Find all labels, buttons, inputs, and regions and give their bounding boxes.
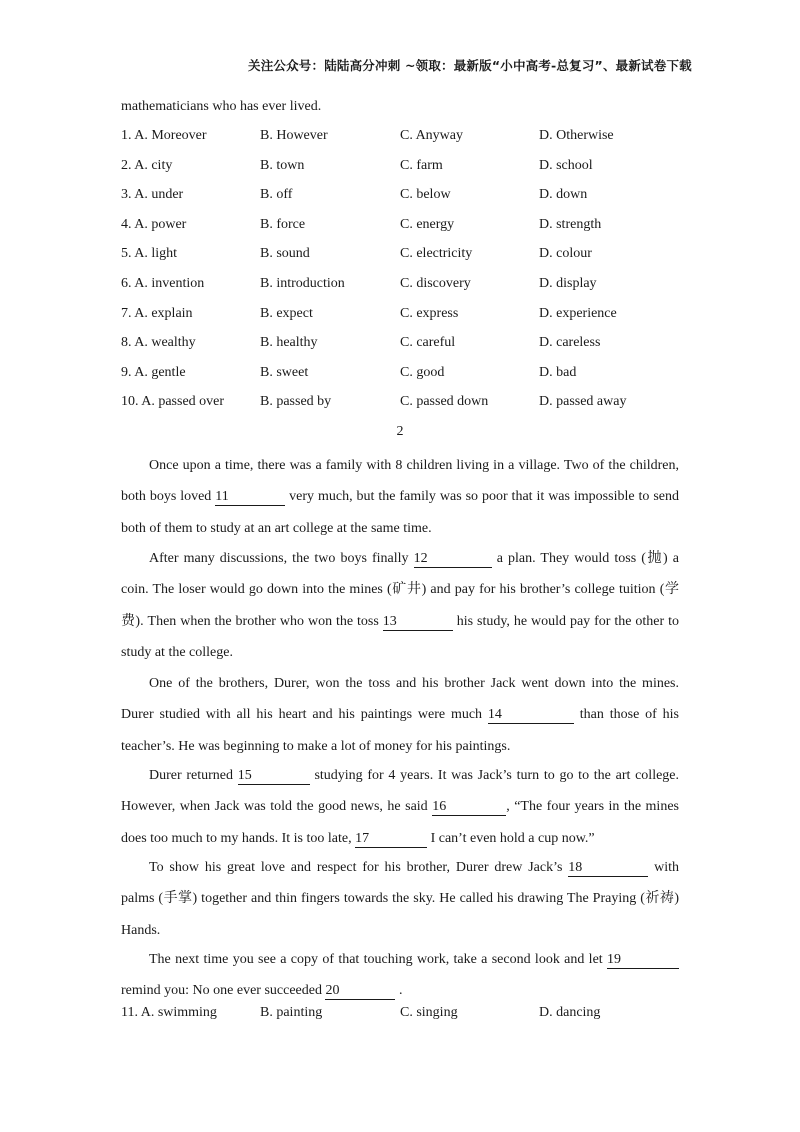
passage-line <box>121 668 679 699</box>
passage-paragraph <box>121 543 679 668</box>
passage-text: palms (手掌) together and thin fingers towards the sky. He called his drawing The Praying (祈祷) <box>121 891 679 907</box>
option-choice: C. good <box>400 364 445 380</box>
passage-text: study at the college. <box>121 644 233 660</box>
option-choice: C. farm <box>400 157 443 173</box>
option-choice: 11. A. swimming <box>121 1005 217 1020</box>
option-choice: D. down <box>539 187 588 203</box>
option-choice: C. passed down <box>400 394 489 410</box>
option-choice: B. sweet <box>260 364 309 380</box>
passage-text: , “The four years in the mines <box>506 799 679 815</box>
option-choice: 2. A. city <box>121 157 173 173</box>
option-row <box>121 335 721 355</box>
passage-text: Durer studied with all his heart and his paintings were much <box>121 707 488 723</box>
option-row <box>121 1005 721 1025</box>
answer-blank-17[interactable]: 17 <box>355 831 427 848</box>
option-choice: C. singing <box>400 1005 458 1020</box>
passage-line <box>121 975 679 1006</box>
passage-text: However, when Jack was told the good news, he said <box>121 799 433 815</box>
option-choice: B. sound <box>260 246 310 262</box>
option-row <box>121 158 721 178</box>
passage-text: coin. The loser would go down into the mines (矿井) and pay for his brother’s college tuition (学 <box>121 582 679 598</box>
option-choice: C. energy <box>400 216 455 232</box>
option-choice: B. However <box>260 128 328 143</box>
passage-text: One of the brothers, Durer, won the toss and his brother Jack went down into the mines. <box>149 676 679 691</box>
passage-text: both boys loved <box>121 489 216 505</box>
passage-text: Durer returned <box>149 768 238 783</box>
passage-text: The next time you see a copy of that touching work, take a second look and let <box>149 952 607 967</box>
option-row <box>121 128 721 148</box>
option-choice: 3. A. under <box>121 187 184 203</box>
passage-text: his study, he would pay for the other to <box>452 613 679 629</box>
answer-blank-18[interactable]: 18 <box>568 860 648 877</box>
answer-blank-12[interactable]: 12 <box>414 551 492 568</box>
passage-text: does too much to my hands. It is too late, <box>121 830 356 846</box>
option-choice: 6. A. invention <box>121 276 205 291</box>
passage-text: than those of his <box>573 707 680 723</box>
option-choice: D. experience <box>539 305 617 321</box>
option-row <box>121 365 721 385</box>
passage-text: a plan. They would toss (抛) a <box>491 551 680 566</box>
option-choice: 1. A. Moreover <box>121 128 207 143</box>
option-choice: D. display <box>539 276 597 291</box>
passage-line <box>121 513 679 544</box>
passage-line <box>121 731 679 762</box>
passage-line <box>121 606 679 637</box>
option-choice: D. careless <box>539 335 601 351</box>
option-row <box>121 306 721 326</box>
passage-text: To show his great love and respect for his brother, Durer drew Jack’s <box>149 860 569 875</box>
passage-paragraph <box>121 944 679 1007</box>
option-choice: C. Anyway <box>400 128 463 143</box>
option-choice: 8. A. wealthy <box>121 335 196 351</box>
option-row <box>121 246 721 266</box>
passage-text: very much, but the family was so poor that it was impossible to send <box>285 489 679 505</box>
option-choice: B. force <box>260 216 306 232</box>
passage-line <box>121 883 679 914</box>
option-choice: 9. A. gentle <box>121 364 186 380</box>
option-choice: C. careful <box>400 335 456 351</box>
option-row <box>121 394 721 414</box>
option-choice: 5. A. light <box>121 246 178 262</box>
passage-line <box>121 574 679 605</box>
passage-text: . <box>395 983 403 999</box>
passage-line <box>121 944 679 975</box>
option-choice: D. passed away <box>539 394 627 410</box>
option-choice: D. Otherwise <box>539 128 614 143</box>
option-choice: D. strength <box>539 216 602 232</box>
passage-text: remind you: No one ever succeeded <box>121 983 326 999</box>
option-row <box>121 187 721 207</box>
passage-line <box>121 543 679 574</box>
passage-line <box>121 450 679 481</box>
answer-blank-20[interactable]: 20 <box>325 983 395 1000</box>
answer-blank-16[interactable]: 16 <box>432 799 506 816</box>
option-choice: 10. A. passed over <box>121 394 225 410</box>
option-choice: C. discovery <box>400 276 471 291</box>
passage-text: studying for 4 years. It was Jack’s turn to go to the art college. <box>309 768 680 783</box>
passage-line <box>121 852 679 883</box>
passage-text: with <box>648 860 679 875</box>
answer-blank-19[interactable]: 19 <box>607 952 679 969</box>
section-number: 2 <box>396 424 404 439</box>
passage-text: After many discussions, the two boys finally <box>149 551 414 566</box>
passage-paragraph <box>121 450 679 544</box>
passage-text: 费). Then when the brother who won the toss <box>121 613 383 629</box>
answer-blank-15[interactable]: 15 <box>238 768 310 785</box>
passage-text: Hands. <box>121 922 161 938</box>
passage-text: teacher’s. He was beginning to make a lot of money for his paintings. <box>121 738 511 754</box>
option-choice: D. dancing <box>539 1005 601 1020</box>
passage-text: I can’t even hold a cup now.” <box>427 830 595 846</box>
passage-text: both of them to study at an art college at the same time. <box>121 520 432 536</box>
option-choice: 7. A. explain <box>121 305 193 321</box>
continuation-line: mathematicians who has ever lived. <box>121 99 322 114</box>
passage-paragraph <box>121 852 679 946</box>
passage-line <box>121 481 679 512</box>
option-row <box>121 276 721 296</box>
page-header: 关注公众号：陆陆高分冲刺 ~领取：最新版“小中高考-总复习”、最新试卷下载 <box>248 58 692 73</box>
passage-text: Once upon a time, there was a family with 8 children living in a village. Two of the children, <box>149 458 679 473</box>
option-choice: B. healthy <box>260 335 318 351</box>
option-choice: C. electricity <box>400 246 473 262</box>
option-choice: B. passed by <box>260 394 332 410</box>
option-choice: B. expect <box>260 305 313 321</box>
answer-blank-14[interactable]: 14 <box>488 707 574 724</box>
option-choice: B. town <box>260 157 305 173</box>
passage-paragraph <box>121 668 679 762</box>
option-row <box>121 217 721 237</box>
passage-line <box>121 760 679 791</box>
option-choice: D. school <box>539 157 593 173</box>
option-choice: 4. A. power <box>121 216 187 232</box>
option-choice: B. painting <box>260 1005 323 1020</box>
option-choice: D. bad <box>539 364 577 380</box>
answer-blank-13[interactable]: 13 <box>383 614 453 631</box>
option-choice: B. introduction <box>260 276 345 291</box>
answer-blank-11[interactable]: 11 <box>215 489 285 506</box>
passage-line <box>121 915 679 946</box>
passage-line <box>121 823 679 854</box>
option-choice: C. below <box>400 187 451 203</box>
passage-paragraph <box>121 760 679 854</box>
passage-line <box>121 637 679 668</box>
passage-line <box>121 699 679 730</box>
option-choice: B. off <box>260 187 293 203</box>
option-choice: D. colour <box>539 246 592 262</box>
passage-line <box>121 791 679 822</box>
option-choice: C. express <box>400 305 459 321</box>
